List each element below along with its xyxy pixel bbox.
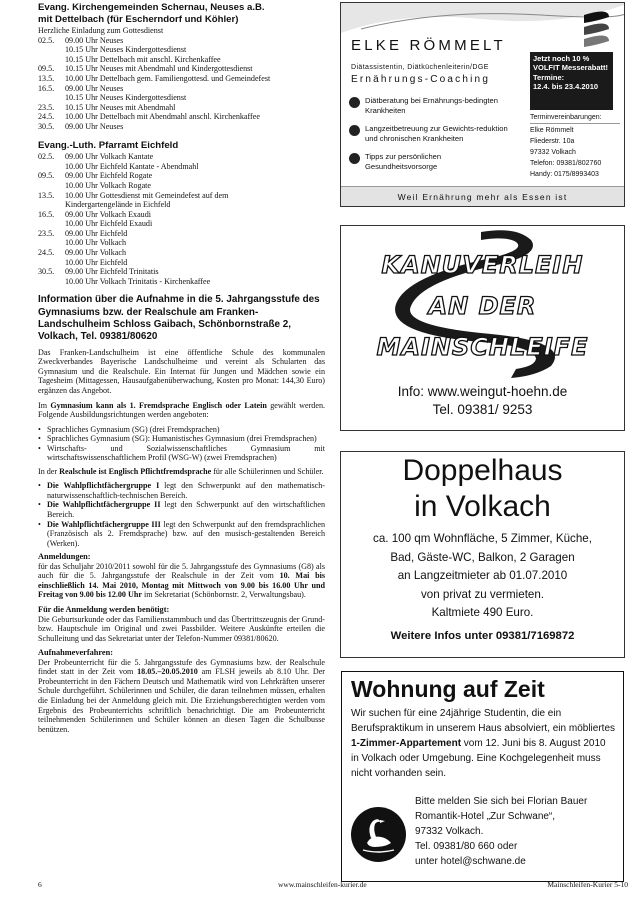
ad2-info: Info: www.weingut-hoehn.de xyxy=(397,384,568,399)
ad1-subtitle: Diätassistentin, Diätküchenleiterin/DGE xyxy=(351,64,489,71)
anmeldung-heading: Anmeldungen: xyxy=(38,552,91,562)
list-item: • Die Wahlpflichtfächergruppe III legt den Schwerpunkt auf den fremdsprachlichen (Französisch als 2. Fremdsprache) bzw. auf den musisch-gestaltenden Bereich (Werken). xyxy=(38,520,325,549)
list-item: • Sprachliches Gymnasium (SG) (drei Fremdsprachen) xyxy=(38,425,325,435)
schedule-text: 10.00 Uhr Dettelbach gem. Familiengottesd. und Gemeindefest xyxy=(65,74,271,84)
realschule-groups-list xyxy=(38,481,325,548)
schedule-text: 10.15 Uhr Neuses Kindergottesdienst xyxy=(65,45,187,55)
bullet-icon xyxy=(349,97,360,108)
left-column xyxy=(38,2,325,882)
schedule-text: 10.00 Uhr Volkach Trinitatis - Kirchenkaffee xyxy=(65,276,211,286)
ad4-body: Wir suchen für eine 24jährige Studentin, die ein Berufspraktikum in unserem Haus absolviert, ein möbliertes 1-Zimmer-Appartement vom 12. Juni bis 8. August 2010 in Volkach oder Umgebung. Eine Kochgelegenheit muss nicht vorhanden sein. xyxy=(351,708,615,780)
leaf-logo-icon xyxy=(579,7,613,55)
ad4-title: Wohnung auf Zeit xyxy=(351,676,545,702)
schedule-row xyxy=(38,248,325,258)
schedule-row xyxy=(38,84,325,94)
footer-magazine: Mainschleifen-Kurier 5-10 xyxy=(547,880,628,889)
list-item: • Sprachliches Gymnasium (SG): Humanistisches Gymnasium (drei Fremdsprachen) xyxy=(38,434,325,444)
swan-logo-icon xyxy=(351,807,406,862)
info-paragraph-1: Das Franken-Landschulheim ist eine öffentliche Schule des kommunalen Zweckverbandes Bayerische Landschulheime und vereint als Schularten das Gymnasium und die Realschule. Ein Internat für Jungen und Mädchen sowie ein Tagesheim (Mittagessen, Hausaufgabenüberwachung, Kosten pro Monat: 144,30 Euro) ergänzen das Angebot. xyxy=(38,347,325,396)
ad2-line1: KANUVERLEIH xyxy=(381,251,584,279)
schedule-row xyxy=(38,181,325,191)
list-item: • Die Wahlpflichtfächergruppe II legt den Schwerpunkt auf den wirtschaftlichen Bereich. xyxy=(38,500,325,519)
aufnahme-heading: Aufnahmeverfahren: xyxy=(38,648,113,658)
schedule-row xyxy=(38,191,325,201)
bullet-icon xyxy=(349,125,360,136)
ad2-tel: Tel. 09381/ 9253 xyxy=(432,402,533,417)
benoetigt-heading: Für die Anmeldung werden benötigt: xyxy=(38,605,170,614)
ad2-line2: AN DER xyxy=(428,292,537,320)
benoetigt-text: Die Geburtsurkunde oder das Familienstammbuch und das Übertrittszeugnis der Grund- bzw. Hauptschule im Original und zwei Passbilder. Weitere Auskünfte erteilen die Schulleitung und das Sekretariat unter der Telefon-Nummer 09381/80620. xyxy=(38,614,325,643)
anmeldung-text: für das Schuljahr 2010/2011 sowohl für die 5. Jahrgangsstufe des Gymnasiums (G8) als auch für die 5. Jahrgangsstufe der Realschule in der Zeit vom 10. Mai bis einschließlich 14. Mai 2010, Montag mit Mittwoch von 9.00 bis 16.00 Uhr und Freitag von 9.00 bis 12.00 Uhr im Sekretariat (Schönbornstr. 2, Verwaltungsbau). xyxy=(38,561,325,600)
ad3-line: an Langzeitmieter ab 01.07.2010 xyxy=(397,569,568,583)
schedule-date xyxy=(38,258,65,268)
schedule-date xyxy=(38,45,65,55)
ad3-line: ca. 100 qm Wohnfläche, 5 Zimmer, Küche, xyxy=(373,532,592,545)
ad1-name: ELKE RÖMMELT xyxy=(351,37,506,54)
schedule-date xyxy=(38,238,65,248)
schedule-row xyxy=(38,112,325,122)
schedule-row xyxy=(38,122,325,132)
schedule-text: 10.00 Uhr Volkach Rogate xyxy=(65,180,152,190)
ad1-contact: Terminvereinbarungen: Elke Römmelt Fliederstr. 10a 97332 Volkach Telefon: 09381/802760 Handy: 0175/8993403 xyxy=(530,112,620,180)
info-paragraph-2: Im Gymnasium kann als 1. Fremdsprache Englisch oder Latein gewählt werden. Folgende Ausbildungsrichtungen werden angeboten: xyxy=(38,400,325,420)
section1-schedule xyxy=(38,36,325,132)
ad-wohnung-auf-zeit xyxy=(341,671,624,882)
schedule-row xyxy=(38,258,325,268)
schedule-text: 09.00 Uhr Eichfeld xyxy=(65,228,128,238)
schedule-date xyxy=(38,200,65,210)
info-paragraph-3: In der Realschule ist Englisch Pflichtfremdsprache für alle Schülerinnen und Schüler. xyxy=(38,466,324,476)
schedule-text: 09.00 Uhr Volkach Kantate xyxy=(65,152,154,162)
ad1-bullet: Diätberatung bei Ernährungs-bedingten Krankheiten xyxy=(349,96,514,116)
footer-url[interactable]: www.mainschleifen-kurier.de xyxy=(278,880,367,889)
schedule-date xyxy=(38,219,65,229)
schedule-row xyxy=(38,267,325,277)
schedule-row xyxy=(38,152,325,162)
schedule-date: 16.5. xyxy=(38,83,55,93)
schedule-row xyxy=(38,219,325,229)
schedule-row xyxy=(38,210,325,220)
ad3-footer: Weitere Infos unter 09381/7169872 xyxy=(390,629,575,642)
schedule-text: 10.00 Uhr Eichfeld Kantate - Abendmahl xyxy=(65,161,199,171)
aufnahme-text: Der Probeunterricht für die 5. Jahrgangsstufe des Gymnasiums bzw. der Realschule findet statt in der Zeit vom 18.05.–20.05.2010 am FLSH jeweils ab 8.10 Uhr. Der Probeunterricht in den Fächern Deutsch und Mathematik wird von Lehrkräften unserer Schule durchgeführt. Schülerinnen und Schüler, die daran teilnehmen müssen, erhalten die Einladung bei der Anmeldung gleich mit. Die Erziehungsberechtigten werden vom Ergebnis des Probeunterrichts schriftlich benachrichtigt. Die am Probeunterricht teilnehmenden Schülerinnen und Schüler können an diesen Tagen die Schulbusse benützen. xyxy=(38,657,325,734)
schedule-date: 13.5. xyxy=(38,74,55,84)
schedule-date: 16.5. xyxy=(38,209,55,219)
list-item: • Wirtschafts- und Sozialwissenschaftliches Gymnasium mit wirtschaftswissenschaftlichem Profil (WSG-W) (zwei Fremdsprachen) xyxy=(38,444,325,463)
schedule-date xyxy=(38,181,65,191)
schedule-row xyxy=(38,45,325,55)
ad3-line: Bad, Gäste-WC, Balkon, 2 Garagen xyxy=(390,550,575,564)
schedule-text: 09.00 Uhr Eichfeld Rogate xyxy=(65,171,153,181)
ads-column xyxy=(340,2,625,892)
schedule-text: 10.00 Uhr Gottesdienst mit Gemeindefest auf dem xyxy=(65,190,229,200)
section1-intro: Herzliche Einladung zum Gottesdienst xyxy=(38,26,164,35)
schedule-row xyxy=(38,103,325,113)
schedule-date: 23.5. xyxy=(38,228,55,238)
schedule-row xyxy=(38,55,325,65)
schedule-row xyxy=(38,64,325,74)
section2-schedule xyxy=(38,152,325,286)
schedule-date xyxy=(38,55,65,65)
schedule-text: 09.00 Uhr Neuses xyxy=(65,35,124,45)
schedule-row xyxy=(38,200,325,210)
ad1-tagline: Weil Ernährung mehr als Essen ist xyxy=(341,186,624,206)
list-item: • Die Wahlpflichtfächergruppe I legt den Schwerpunkt auf den mathematisch-naturwissenschaftlich-technischen Bereich. xyxy=(38,481,325,500)
schedule-text: 10.00 Uhr Volkach xyxy=(65,238,127,248)
ad-doppelhaus xyxy=(340,451,625,658)
page-footer xyxy=(38,880,628,892)
ad1-bullet: Tipps zur persönlichen Gesundheitsvorsorge xyxy=(349,152,514,172)
section1-title: Evang. Kirchengemeinden Schernau, Neuses a.B. mit Dettelbach (für Escherndorf und Köhler) xyxy=(38,2,265,25)
schedule-text: Kindergartengelände in Eichfeld xyxy=(65,200,171,210)
schedule-date: 23.5. xyxy=(38,102,55,112)
section2-title: Evang.-Luth. Pfarramt Eichfeld xyxy=(38,139,179,151)
info-title: Information über die Aufnahme in die 5. Jahrgangsstufe des Gymnasiums bzw. der Realschule am Franken-Landschulheim Schloss Gaibach, Schönbornstraße 2, Volkach, Tel. 09381/80620 xyxy=(38,294,320,342)
ad-elke-roemmelt xyxy=(340,2,625,207)
schedule-text: 09.00 Uhr Volkach xyxy=(65,248,127,258)
schedule-text: 10.15 Uhr Dettelbach mit anschl. Kirchenkaffee xyxy=(65,54,221,64)
schedule-row xyxy=(38,162,325,172)
schedule-date xyxy=(38,93,65,103)
gymnasium-tracks-list xyxy=(38,425,325,463)
ad3-line: Kaltmiete 490 Euro. xyxy=(431,606,534,620)
ad1-bullet: Langzeitbetreuung zur Gewichts-reduktion und chronischen Krankheiten xyxy=(349,124,514,144)
schedule-date: 24.5. xyxy=(38,112,55,122)
schedule-text: 10.00 Uhr Eichfeld Exaudi xyxy=(65,219,153,229)
ad3-line: von privat zu vermieten. xyxy=(420,587,545,601)
schedule-text: 09.00 Uhr Eichfeld Trinitatis xyxy=(65,267,159,277)
ad-kanuverleih xyxy=(340,225,625,431)
ad3-title2: in Volkach xyxy=(414,490,551,523)
schedule-date: 30.5. xyxy=(38,122,55,132)
ad2-line3: MAINSCHLEIFE xyxy=(376,333,589,361)
schedule-text: 09.00 Uhr Neuses xyxy=(65,83,124,93)
schedule-date xyxy=(38,162,65,172)
schedule-row xyxy=(38,238,325,248)
schedule-row xyxy=(38,277,325,287)
schedule-text: 09.00 Uhr Neuses xyxy=(65,122,124,132)
schedule-date: 09.5. xyxy=(38,64,55,74)
schedule-text: 09.00 Uhr Volkach Exaudi xyxy=(65,209,152,219)
schedule-text: 10.15 Uhr Neuses mit Abendmahl und Kindergottesdienst xyxy=(65,64,253,74)
bullet-icon xyxy=(349,153,360,164)
schedule-row xyxy=(38,93,325,103)
schedule-date: 02.5. xyxy=(38,152,55,162)
schedule-row xyxy=(38,229,325,239)
schedule-date: 02.5. xyxy=(38,35,55,45)
schedule-text: 10.00 Uhr Eichfeld xyxy=(65,257,128,267)
schedule-row xyxy=(38,36,325,46)
ad1-coaching: Ernährungs-Coaching xyxy=(351,74,491,85)
page-number: 6 xyxy=(38,880,42,889)
ad1-promo-box: Jetzt noch 10 % VOLFIT Messerabatt! Termine: 12.4. bis 23.4.2010 xyxy=(530,52,613,110)
schedule-date xyxy=(38,277,65,287)
schedule-text: 10.15 Uhr Neuses Kindergottesdienst xyxy=(65,93,187,103)
schedule-text: 10.00 Uhr Dettelbach mit Abendmahl anschl. Kirchenkaffee xyxy=(65,112,260,122)
schedule-text: 10.15 Uhr Neuses mit Abendmahl xyxy=(65,102,176,112)
schedule-row xyxy=(38,74,325,84)
schedule-date: 24.5. xyxy=(38,248,55,258)
schedule-date: 30.5. xyxy=(38,267,55,277)
schedule-row xyxy=(38,171,325,181)
schedule-date: 09.5. xyxy=(38,171,55,181)
ad4-contact: Bitte melden Sie sich bei Florian Bauer Romantik-Hotel „Zur Schwane“, 97332 Volkach. Tel. 09381/80 660 oder unter hotel@schwane.de xyxy=(415,796,588,868)
ad3-title1: Doppelhaus xyxy=(402,454,563,487)
schedule-date: 13.5. xyxy=(38,190,55,200)
